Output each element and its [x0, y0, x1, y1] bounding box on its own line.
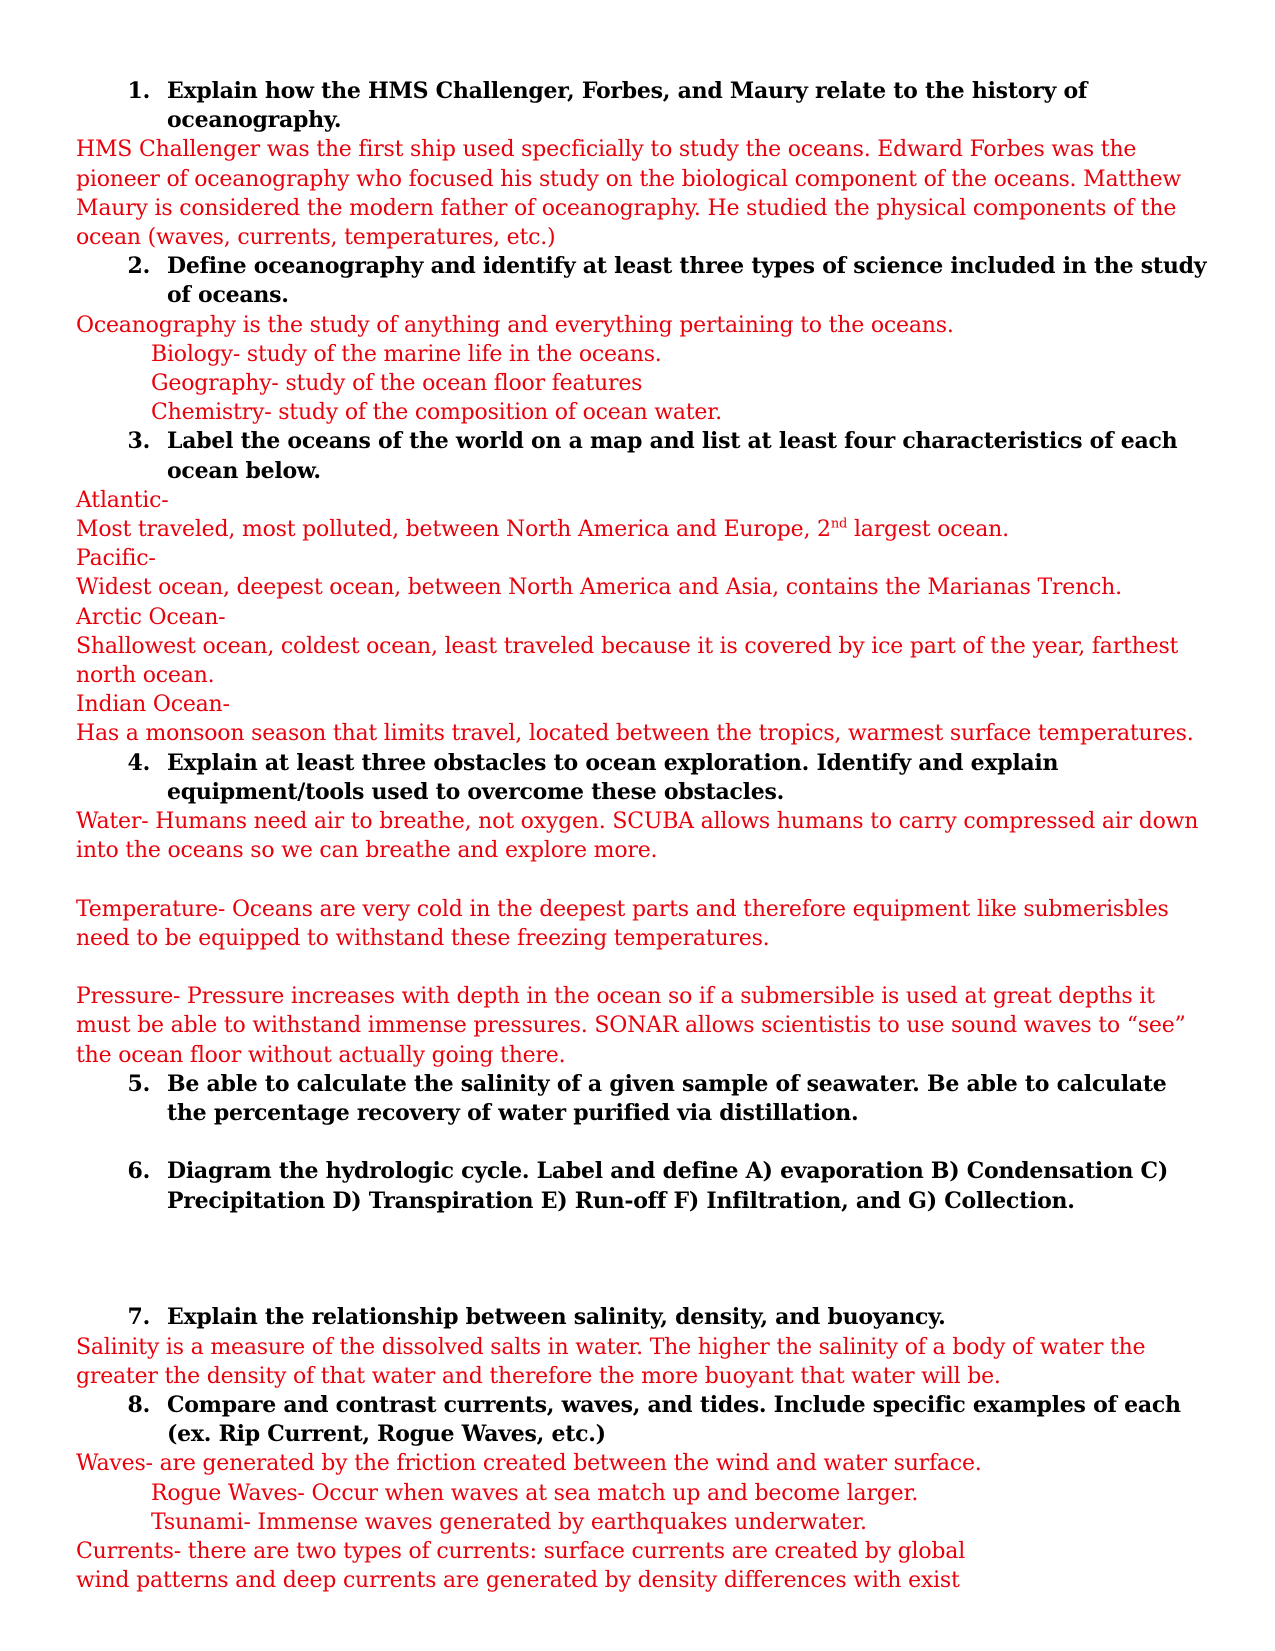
question-text: Explain how the HMS Challenger, Forbes, and Maury relate to the history of oceanography.	[167, 78, 1088, 134]
question-8	[76, 1391, 1211, 1449]
answer-2-item: Chemistry- study of the composition of ocean water.	[151, 400, 722, 426]
answer-4-water: Water- Humans need air to breathe, not oxygen. SCUBA allows humans to carry compressed air down into the oceans so we can breathe and explore more.	[76, 809, 1199, 864]
answer-4-temperature: Temperature- Oceans are very cold in the deepest parts and therefore equipment like submerisbles need to be equipped to withstand these freezing temperatures.	[76, 896, 1169, 951]
question-3	[76, 427, 1211, 485]
question-2	[76, 252, 1211, 310]
answer-2-item: Biology- study of the marine life in the oceans.	[151, 341, 662, 367]
answer-2-item: Geography- study of the ocean floor features	[151, 371, 643, 397]
question-6	[76, 1157, 1211, 1215]
question-number: 6.	[127, 1158, 150, 1185]
question-text: Explain the relationship between salinity, density, and buoyancy.	[167, 1304, 946, 1331]
answer-8-waves: Waves- are generated by the friction created between the wind and water surface.	[76, 1451, 982, 1477]
answer-8-rogue: Rogue Waves- Occur when waves at sea match up and become larger.	[151, 1480, 919, 1506]
atlantic-text-part: Most traveled, most polluted, between North America and Europe, 2	[76, 517, 831, 543]
answer-8-currents: Currents- there are two types of currents: surface currents are created by global	[76, 1539, 966, 1565]
question-text: Define oceanography and identify at least three types of science included in the study of oceans.	[167, 253, 1207, 309]
study-guide	[76, 77, 1211, 1596]
question-1	[76, 77, 1211, 135]
question-7	[76, 1303, 1211, 1332]
question-text: Be able to calculate the salinity of a given sample of seawater. Be able to calculate the percentage recovery of water purified via distillation.	[167, 1070, 1167, 1127]
answer-2-intro: Oceanography is the study of anything and everything pertaining to the oceans.	[76, 312, 954, 338]
arctic-text: Shallowest ocean, coldest ocean, least traveled because it is covered by ice part of the year, farthest north ocean.	[76, 633, 1179, 689]
question-text: Compare and contrast currents, waves, and tides. Include specific examples of each (ex. Rip Current, Rogue Waves, etc.)	[167, 1392, 1181, 1448]
spacer	[76, 1216, 1211, 1304]
question-text: Explain at least three obstacles to ocean exploration. Identify and explain equipment/tools used to overcome these obstacles.	[167, 749, 1059, 805]
answer-1: HMS Challenger was the first ship used specficially to study the oceans. Edward Forbes was the pioneer of oceanography who focused his study on the biological component of the oceans. Matthew Maury is considered the modern father of oceanography. He studied the physical components of the ocean (waves, currents, temperatures, etc.)	[76, 137, 1182, 251]
atlantic-text	[76, 515, 1211, 544]
indian-text: Has a monsoon season that limits travel, located between the tropics, warmest surface temperatures.	[76, 721, 1194, 747]
ordinal-suffix: nd	[830, 516, 848, 532]
question-number: 1.	[127, 78, 150, 104]
question-number: 7.	[127, 1304, 150, 1331]
answer-7: Salinity is a measure of the dissolved salts in water. The higher the salinity of a body of water the greater the density of that water and therefore the more buoyant that water will be.	[76, 1334, 1146, 1389]
indian-label: Indian Ocean-	[76, 692, 230, 718]
question-text: Label the oceans of the world on a map and list at least four characteristics of each ocean below.	[167, 428, 1178, 484]
question-4	[76, 749, 1211, 807]
spacer	[76, 1128, 1211, 1157]
question-number: 8.	[127, 1392, 150, 1419]
question-text: Diagram the hydrologic cycle. Label and define A) evaporation B) Condensation C) Precipitation D) Transpiration E) Run-off F) Infiltration, and G) Collection.	[167, 1158, 1168, 1214]
arctic-label: Arctic Ocean-	[76, 604, 226, 630]
pacific-text: Widest ocean, deepest ocean, between North America and Asia, contains the Marianas Trench.	[76, 575, 1122, 601]
spacer	[76, 953, 1211, 982]
answer-8-tsunami: Tsunami- Immense waves generated by earthquakes underwater.	[151, 1509, 867, 1535]
atlantic-text-part: largest ocean.	[847, 517, 1009, 543]
question-number: 3.	[127, 428, 150, 455]
question-5	[76, 1070, 1211, 1128]
question-number: 5.	[127, 1070, 150, 1097]
spacer	[76, 865, 1211, 894]
question-number: 2.	[127, 253, 150, 280]
pacific-label: Pacific-	[76, 546, 156, 572]
question-number: 4.	[127, 749, 150, 776]
answer-8-currents: wind patterns and deep currents are generated by density differences with exist	[76, 1568, 960, 1594]
atlantic-label: Atlantic-	[76, 487, 169, 513]
answer-4-pressure: Pressure- Pressure increases with depth in the ocean so if a submersible is used at great depths it must be able to withstand immense pressures. SONAR allows scientistis to use sound waves to “see” the ocean floor without actually going there.	[76, 984, 1186, 1068]
